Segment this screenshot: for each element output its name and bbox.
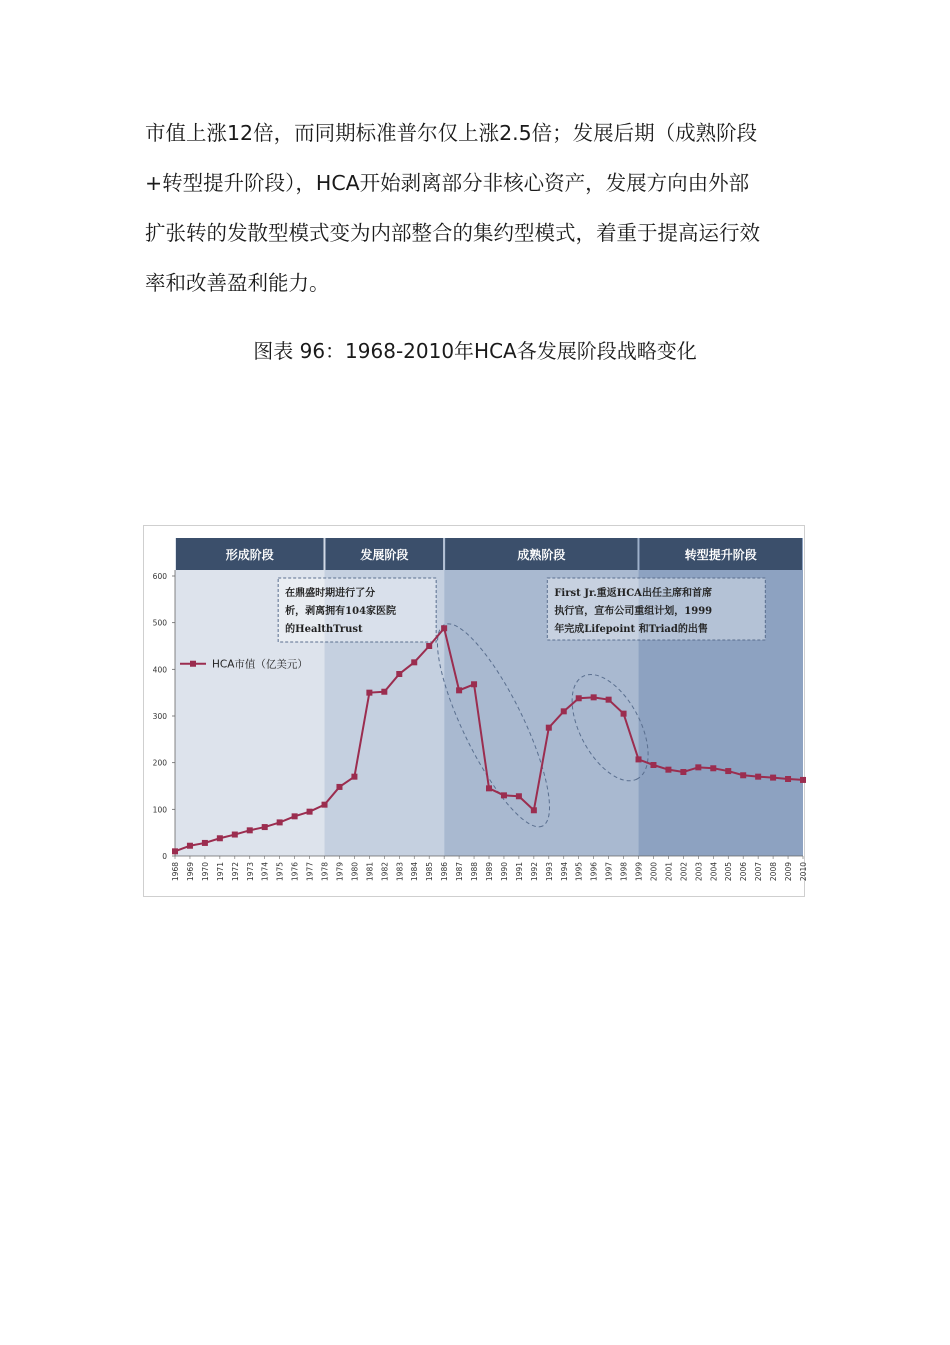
data-point	[366, 690, 372, 696]
x-tick-label: 1993	[544, 862, 554, 882]
phase-label: 成熟阶段	[517, 548, 566, 562]
data-point	[770, 775, 776, 781]
x-tick-label: 1983	[395, 862, 405, 882]
data-point	[695, 764, 701, 770]
chart-svg	[144, 526, 808, 896]
y-tick-label: 300	[152, 712, 167, 721]
y-tick-label: 100	[152, 805, 167, 815]
data-point	[426, 643, 432, 649]
annotation-line: 析，剥离拥有104家医院	[285, 606, 397, 617]
phase-headers	[176, 538, 802, 570]
data-point	[501, 792, 507, 798]
x-tick-label: 2008	[769, 862, 779, 882]
legend-label: HCA市值（亿美元）	[212, 658, 308, 671]
data-point	[725, 768, 731, 774]
paragraph-line: 扩张转的发散型模式变为内部整合的集约型模式，着重于提高运行效	[145, 221, 760, 245]
data-point	[531, 807, 537, 813]
data-point	[710, 765, 716, 771]
data-point	[277, 819, 283, 825]
data-point	[202, 840, 208, 846]
data-point	[576, 695, 582, 701]
phase-label: 形成阶段	[225, 548, 274, 562]
data-point	[456, 687, 462, 693]
x-tick-label: 2000	[649, 862, 659, 882]
x-tick-label: 1988	[470, 862, 480, 882]
x-tick-label: 1969	[185, 862, 195, 882]
x-tick-label: 2005	[724, 862, 734, 882]
x-tick-label: 2007	[754, 862, 764, 882]
paragraph-line: +转型提升阶段），HCA开始剥离部分非核心资产，发展方向由外部	[145, 171, 750, 195]
data-point	[232, 832, 238, 838]
data-point	[561, 708, 567, 714]
data-point	[665, 767, 671, 773]
data-point	[516, 793, 522, 799]
annotation-line: 年完成Lifepoint 和Triad的出售	[554, 624, 708, 635]
data-point	[486, 785, 492, 791]
data-point	[680, 769, 686, 775]
x-tick-label: 1976	[290, 862, 300, 882]
x-tick-label: 1994	[559, 862, 569, 882]
x-tick-label: 1974	[260, 862, 270, 882]
x-tick-label: 2009	[784, 862, 794, 882]
x-tick-label: 1990	[499, 862, 509, 882]
data-point	[546, 725, 552, 731]
x-tick-label: 1973	[245, 862, 255, 882]
x-tick-label: 1986	[440, 862, 450, 882]
data-point	[471, 681, 477, 687]
data-point	[262, 824, 268, 830]
data-point	[381, 689, 387, 695]
x-tick-label: 2001	[664, 862, 674, 882]
data-point	[217, 835, 223, 841]
x-tick-label: 1989	[485, 862, 494, 882]
annotation-line: 执行官，宣布公司重组计划，1999	[554, 606, 713, 617]
x-tick-label: 1978	[320, 862, 330, 882]
x-tick-label: 1999	[634, 862, 644, 882]
x-tick-label: 1997	[604, 862, 614, 882]
data-point	[785, 776, 791, 782]
annotation-line: First Jr.重返HCA出任主席和首席	[554, 588, 712, 599]
body-paragraph	[145, 108, 813, 308]
hca-market-value-chart	[143, 525, 808, 897]
data-point	[322, 802, 328, 808]
x-tick-label: 2002	[679, 862, 689, 882]
data-point	[441, 625, 447, 631]
data-point	[591, 694, 597, 700]
data-point	[396, 671, 402, 677]
x-tick-label: 2004	[709, 862, 719, 882]
y-tick-label: 200	[152, 758, 167, 768]
paragraph-line: 市值上涨12倍，而同期标准普尔仅上涨2.5倍；发展后期（成熟阶段	[145, 121, 758, 145]
data-point	[247, 827, 253, 833]
annotation-line: 的HealthTrust	[285, 624, 363, 635]
x-tick-label: 1998	[619, 862, 629, 882]
data-point	[650, 762, 656, 768]
y-tick-label: 600	[152, 572, 167, 581]
x-tick-label: 1980	[350, 862, 360, 882]
x-tick-label: 1991	[514, 862, 524, 882]
x-tick-label: 1996	[589, 862, 599, 882]
x-tick-label: 1970	[200, 862, 210, 882]
figure-caption: 图表 96：1968-2010年HCA各发展阶段战略变化	[253, 339, 697, 363]
y-tick-label: 500	[152, 618, 167, 628]
data-point	[621, 711, 627, 717]
x-tick-label: 1968	[171, 862, 180, 882]
data-point	[292, 813, 298, 819]
x-tick-label: 2006	[739, 862, 749, 882]
x-tick-label: 1984	[410, 862, 420, 882]
x-tick-label: 1992	[529, 862, 539, 882]
x-tick-label: 1981	[365, 862, 375, 882]
data-point	[800, 777, 806, 783]
phase-label: 转型提升阶段	[684, 548, 757, 562]
x-tick-label: 1972	[230, 862, 240, 882]
x-tick-label: 1985	[425, 862, 435, 882]
y-tick-label: 0	[162, 852, 167, 861]
paragraph-line: 率和改善盈利能力。	[145, 271, 330, 295]
x-tick-label: 1987	[455, 862, 465, 882]
data-point	[307, 809, 313, 815]
y-tick-label: 400	[152, 665, 167, 675]
data-point	[172, 848, 178, 854]
data-point	[740, 772, 746, 778]
data-point	[336, 784, 342, 790]
x-tick-label: 1975	[275, 862, 285, 882]
x-tick-label: 1971	[215, 862, 225, 882]
phase-label: 发展阶段	[360, 548, 409, 562]
x-tick-label: 2003	[694, 862, 704, 882]
data-point	[636, 756, 642, 762]
legend-marker	[190, 661, 196, 667]
annotation-line: 在鼎盛时期进行了分	[285, 588, 376, 599]
x-tick-label: 2010	[799, 862, 808, 882]
data-point	[351, 774, 357, 780]
data-point	[411, 659, 417, 665]
x-tick-label: 1977	[305, 862, 315, 882]
x-tick-label: 1979	[335, 862, 345, 882]
data-point	[187, 843, 193, 849]
x-tick-label: 1995	[574, 862, 584, 882]
data-point	[606, 697, 612, 703]
x-tick-label: 1982	[380, 862, 390, 882]
data-point	[755, 774, 761, 780]
